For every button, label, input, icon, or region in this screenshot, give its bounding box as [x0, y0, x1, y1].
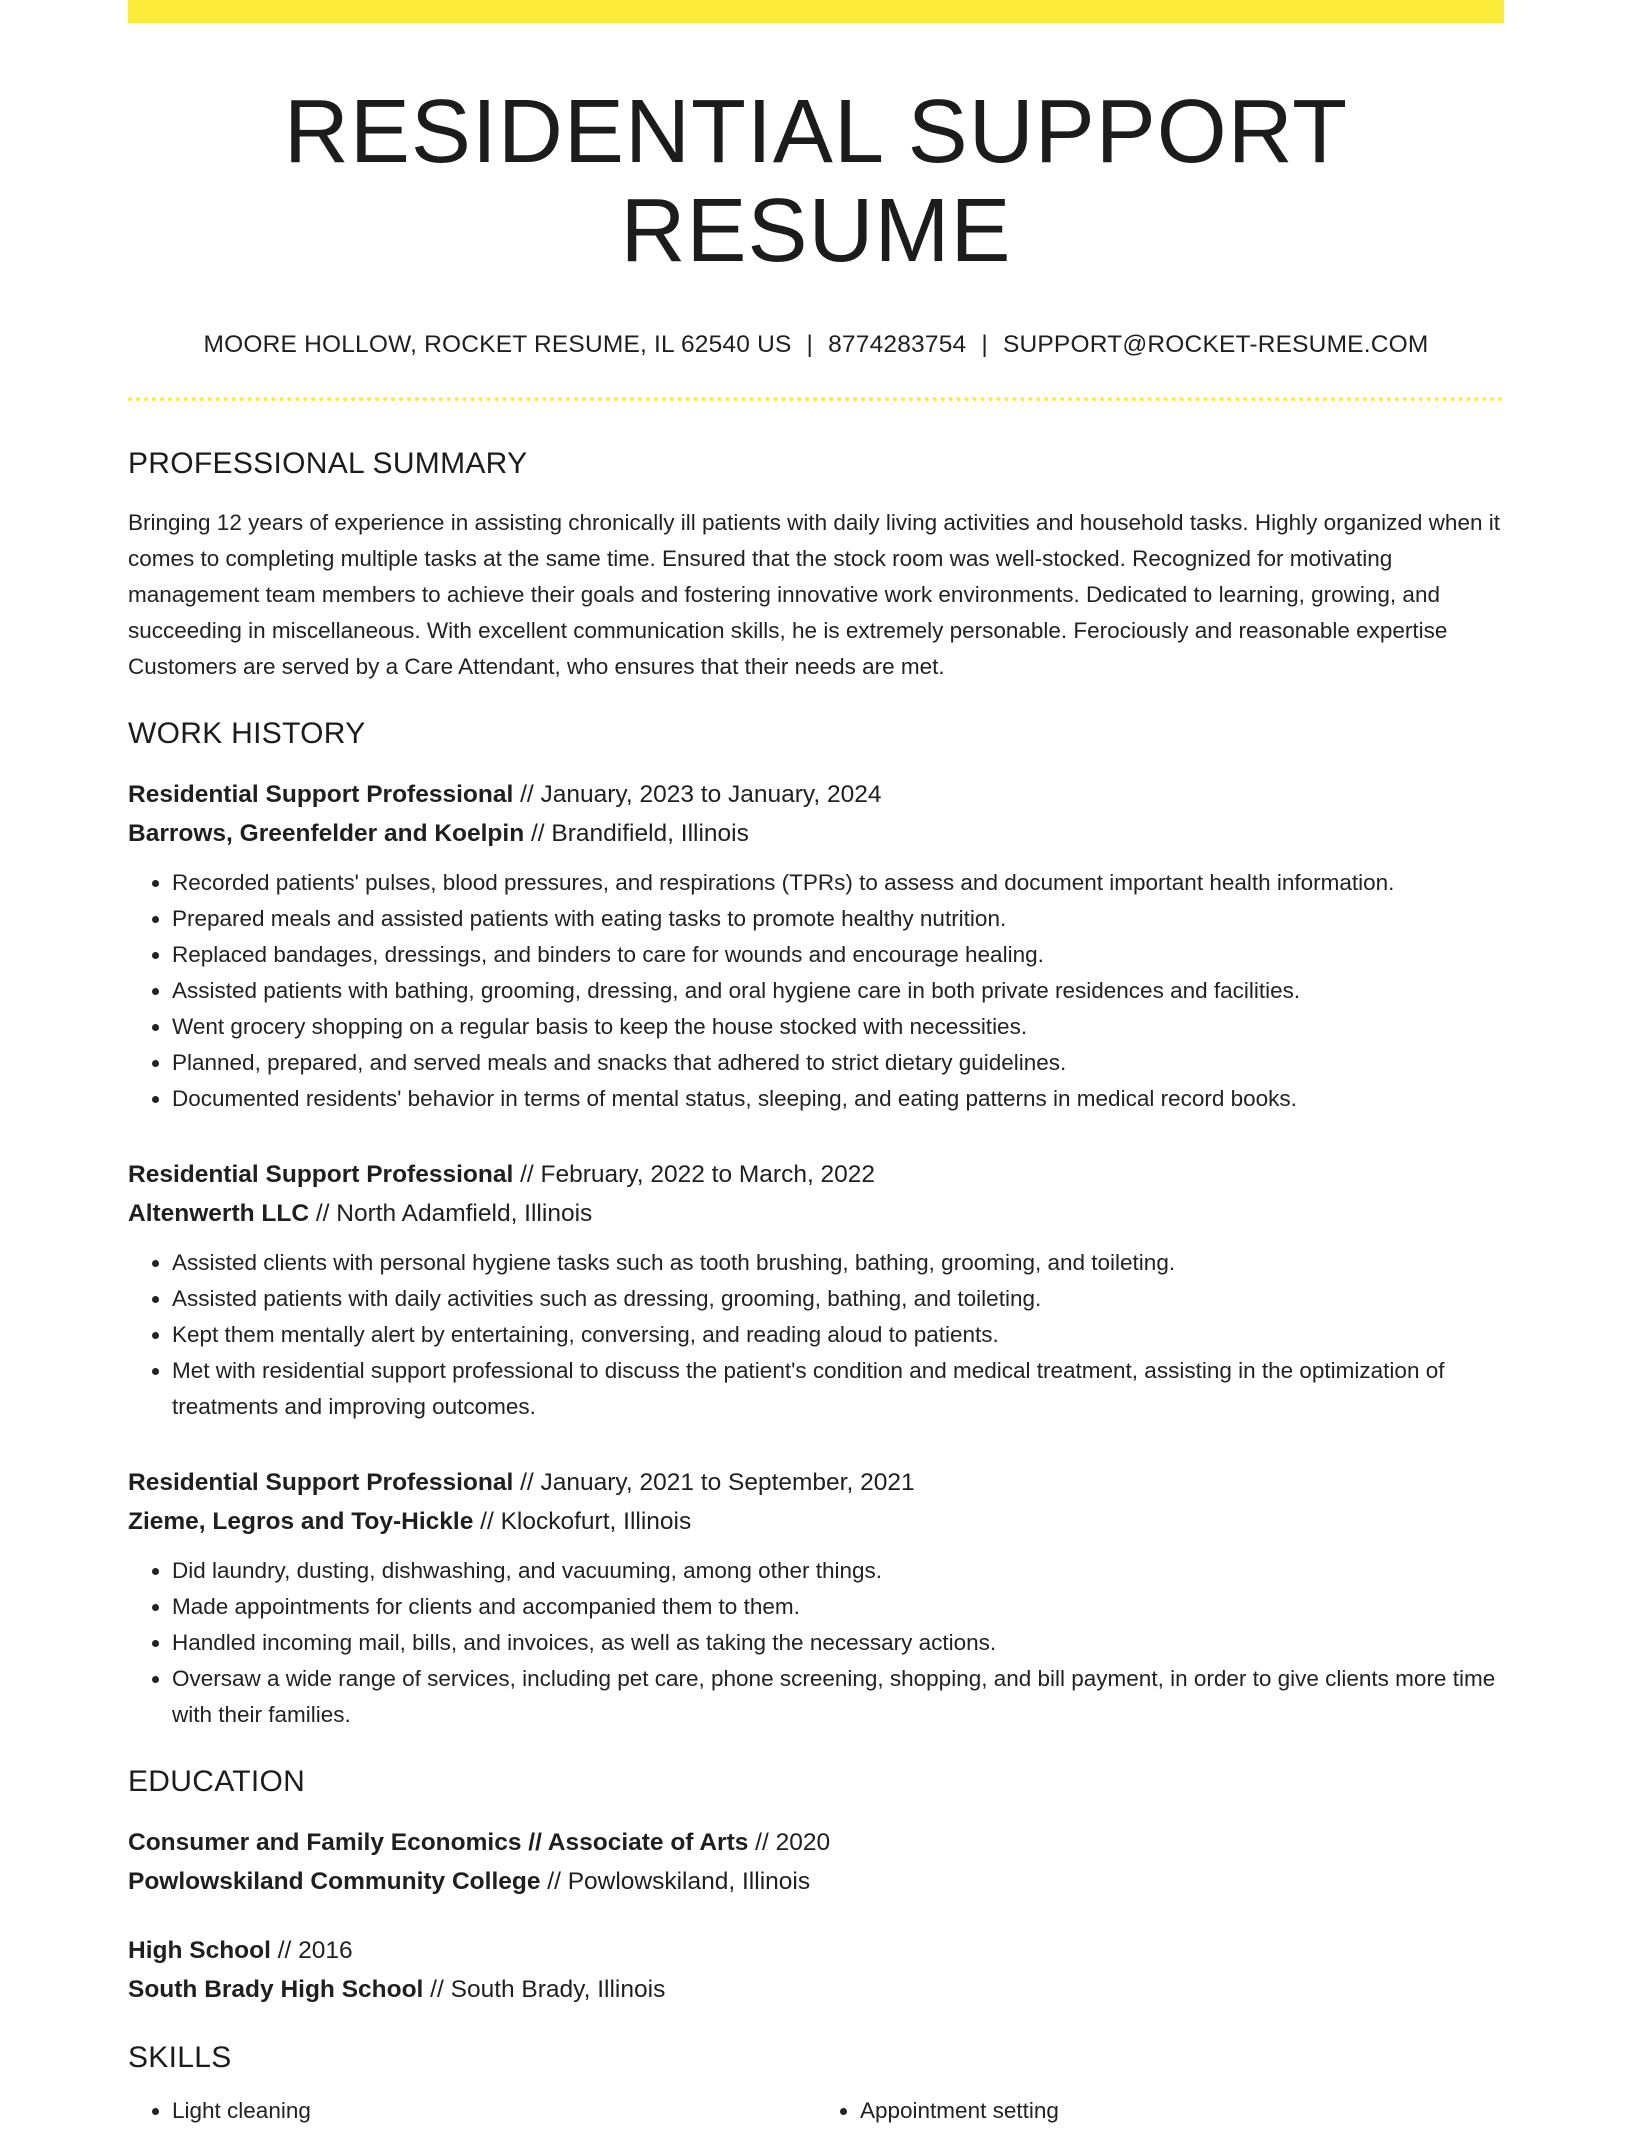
job-bullet: • Kept them mentally alert by entertaining, conversing, and reading aloud to patients.: [172, 1317, 1504, 1353]
job-bullet: • Recorded patients' pulses, blood pressures, and respirations (TPRs) to assess and document important health information.: [172, 865, 1504, 901]
job-company: Altenwerth LLC: [128, 1200, 310, 1227]
job-title: Residential Support Professional: [128, 781, 514, 808]
job-location: // North Adamfield, Illinois: [309, 1200, 593, 1227]
job-dates: // January, 2023 to January, 2024: [513, 781, 882, 808]
job-bullet: • Prepared meals and assisted patients with eating tasks to promote healthy nutrition.: [172, 901, 1504, 937]
education-degree-line: [128, 1823, 1504, 1862]
education-school-line: [128, 1862, 1504, 1901]
resume-title: RESIDENTIAL SUPPORT RESUME: [283, 82, 1349, 281]
job-bullet: • Assisted patients with bathing, grooming, dressing, and oral hygiene care in both private residences and facilities.: [172, 973, 1504, 1009]
education-school: South Brady High School: [128, 1976, 424, 2003]
job-company: Zieme, Legros and Toy-Hickle: [128, 1508, 474, 1535]
contact-separator: |: [981, 331, 988, 358]
skills-right-column: [816, 2093, 1504, 2129]
job-dates: // February, 2022 to March, 2022: [513, 1161, 876, 1188]
job-bullet: • Went grocery shopping on a regular basis to keep the house stocked with necessities.: [172, 1009, 1504, 1045]
job-bullet: • Made appointments for clients and accompanied them to them.: [172, 1589, 1504, 1625]
education-location: // Powlowskiland, Illinois: [540, 1868, 811, 1895]
job-company-line: [128, 1502, 1504, 1541]
job-bullet: • Assisted patients with daily activities such as dressing, grooming, bathing, and toileting.: [172, 1281, 1504, 1317]
summary-heading: PROFESSIONAL SUMMARY: [128, 447, 528, 480]
resume-page: [128, 0, 1504, 2129]
job-company-line: [128, 1194, 1504, 1233]
job-bullet: • Met with residential support professional to discuss the patient's condition and medical treatment, assisting in the optimization of treatments and improving outcomes.: [172, 1353, 1504, 1425]
education-school-line: [128, 1970, 1504, 2009]
job-title-line: [128, 1463, 1504, 1502]
skill-item: • Appointment setting: [860, 2093, 1504, 2129]
summary-text: Bringing 12 years of experience in assisting chronically ill patients with daily living activities and household tasks. Highly organized when it comes to completing multiple tasks at the same time. Ensured that the stock room was well-stocked. Recognized for motivating management team members to achieve their goals and fostering innovative work environments. Dedicated to learning, growing, and succeeding in miscellaneous. With excellent communication skills, he is extremely personable. Ferociously and reasonable expertise Customers are served by a Care Attendant, who ensures that their needs are met.: [128, 510, 1500, 679]
education-degree-line: [128, 1931, 1504, 1970]
job-bullets: [128, 865, 1504, 1117]
job-bullet: • Handled incoming mail, bills, and invoices, as well as taking the necessary actions.: [172, 1625, 1504, 1661]
job-bullet: • Assisted clients with personal hygiene tasks such as tooth brushing, bathing, grooming, and toileting.: [172, 1245, 1504, 1281]
skills-left-column: [128, 2093, 816, 2129]
skills-columns: [128, 2093, 1504, 2129]
job-location: // Brandifield, Illinois: [524, 820, 749, 847]
top-accent-bar: [128, 0, 1504, 23]
dotted-divider: [128, 397, 1504, 401]
education-entry: [128, 1931, 1504, 2009]
job-entry: [128, 1155, 1504, 1425]
job-bullet: • Did laundry, dusting, dishwashing, and vacuuming, among other things.: [172, 1553, 1504, 1589]
contact-email: SUPPORT@ROCKET-RESUME.COM: [1002, 331, 1429, 358]
education-year: // 2016: [270, 1937, 353, 1964]
work-history-heading: WORK HISTORY: [128, 717, 366, 750]
job-bullet: • Planned, prepared, and served meals and snacks that adhered to strict dietary guidelines.: [172, 1045, 1504, 1081]
contact-phone: 8774283754: [828, 331, 967, 358]
skill-item: • Light cleaning: [172, 2093, 816, 2129]
job-title-line: [128, 1155, 1504, 1194]
job-company: Barrows, Greenfelder and Koelpin: [128, 820, 525, 847]
education-location: // South Brady, Illinois: [423, 1976, 666, 2003]
job-title: Residential Support Professional: [128, 1469, 514, 1496]
job-title: Residential Support Professional: [128, 1161, 514, 1188]
job-bullets: [128, 1245, 1504, 1425]
job-bullet: • Replaced bandages, dressings, and binders to care for wounds and encourage healing.: [172, 937, 1504, 973]
job-dates: // January, 2021 to September, 2021: [513, 1469, 915, 1496]
education-year: // 2020: [748, 1829, 831, 1856]
education-heading: EDUCATION: [128, 1765, 306, 1798]
job-bullet: • Oversaw a wide range of services, including pet care, phone screening, shopping, and bill payment, in order to give clients more time with their families.: [172, 1661, 1504, 1733]
education-degree: High School: [128, 1937, 271, 1964]
job-title-line: [128, 775, 1504, 814]
contact-address: MOORE HOLLOW, ROCKET RESUME, IL 62540 US: [203, 331, 792, 358]
contact-line: [128, 331, 1504, 359]
education-entry: [128, 1823, 1504, 1901]
contact-separator: |: [806, 331, 814, 358]
job-entry: [128, 775, 1504, 1117]
skills-heading: SKILLS: [128, 2041, 232, 2074]
education-degree: Consumer and Family Economics // Associate of Arts: [128, 1829, 749, 1856]
job-entry: [128, 1463, 1504, 1733]
job-bullet: • Documented residents' behavior in terms of mental status, sleeping, and eating patterns in medical record books.: [172, 1081, 1504, 1117]
job-company-line: [128, 814, 1504, 853]
job-location: // Klockofurt, Illinois: [473, 1508, 692, 1535]
education-school: Powlowskiland Community College: [128, 1868, 541, 1895]
job-bullets: [128, 1553, 1504, 1733]
